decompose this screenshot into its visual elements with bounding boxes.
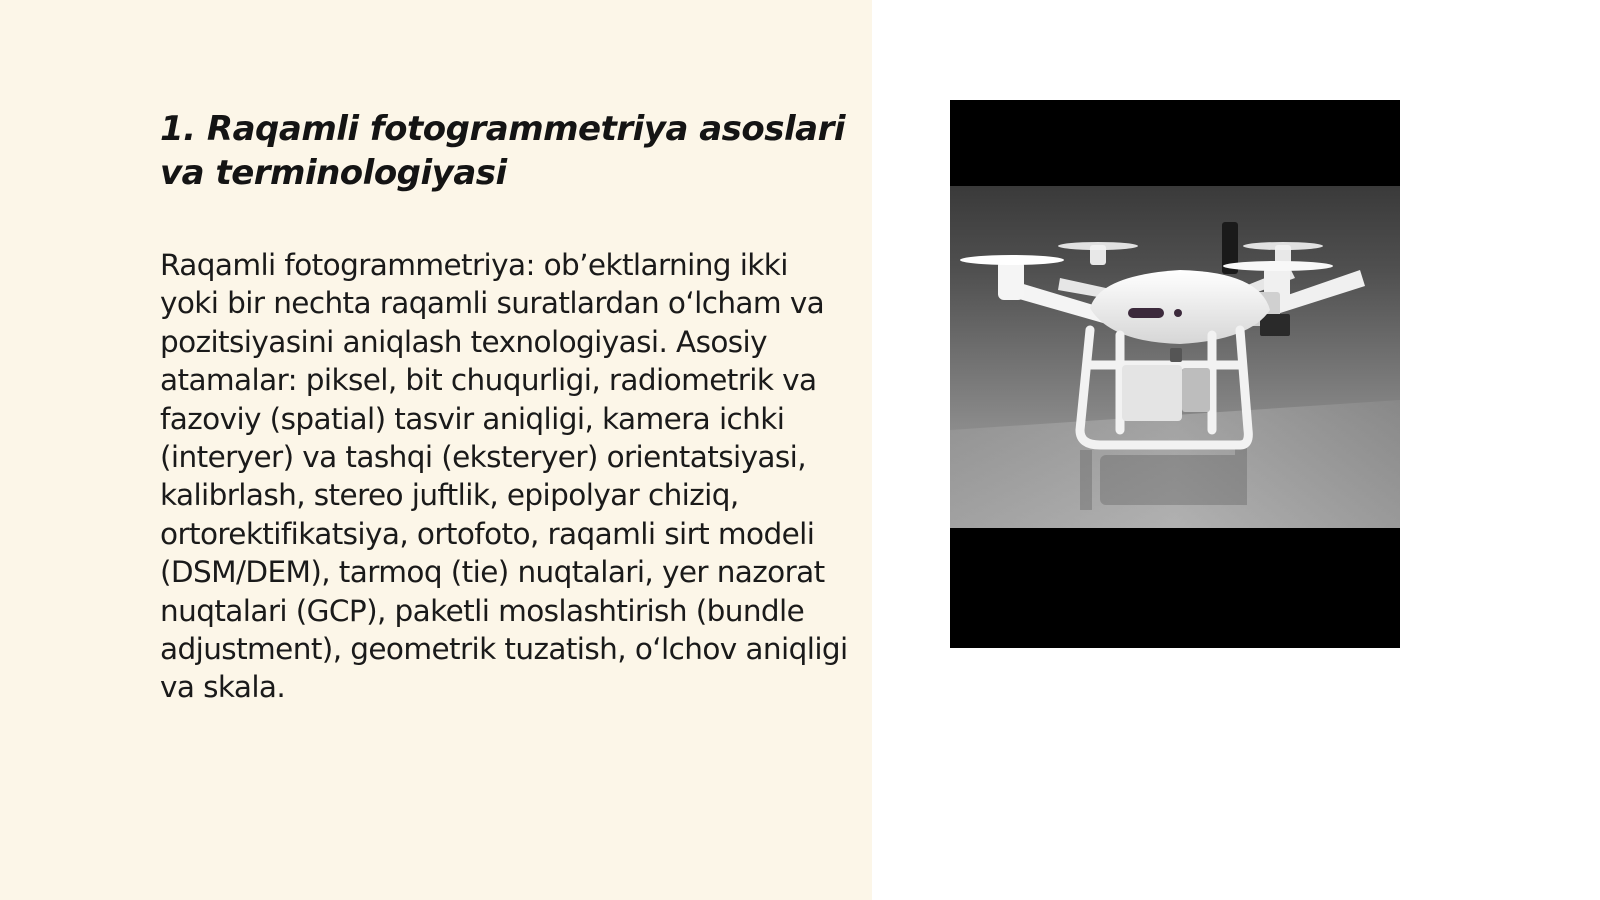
drone-photo [950, 100, 1400, 648]
slide-title: 1. Raqamli fotogrammetriya asoslari va terminologiyasi [160, 109, 846, 193]
drone-image-svg [950, 100, 1400, 648]
slide-body-text: Raqamli fotogrammetriya: ob’ektlarning ikki yoki bir nechta raqamli suratlardan o‘lcham va pozitsiyasini aniqlash texnologiyasi. Asosiy atamalar: piksel, bit chuqurligi, radiometrik va fazoviy (spatial) tasvir aniqligi, kamera ichki (interyer) va tashqi (eksteryer) orientatsiyasi, kalibrlash, stereo juftlik, epipolyar chiziq, ortorektifikatsiya, ortofoto, raqamli sirt modeli (DSM/DEM), tarmoq (tie) nuqtalari, yer nazorat nuqtalari (GCP), paketli moslashtirish (bundle adjustment), geometrik tuzatish, o‘lchov aniqligi va skala. [160, 248, 848, 705]
